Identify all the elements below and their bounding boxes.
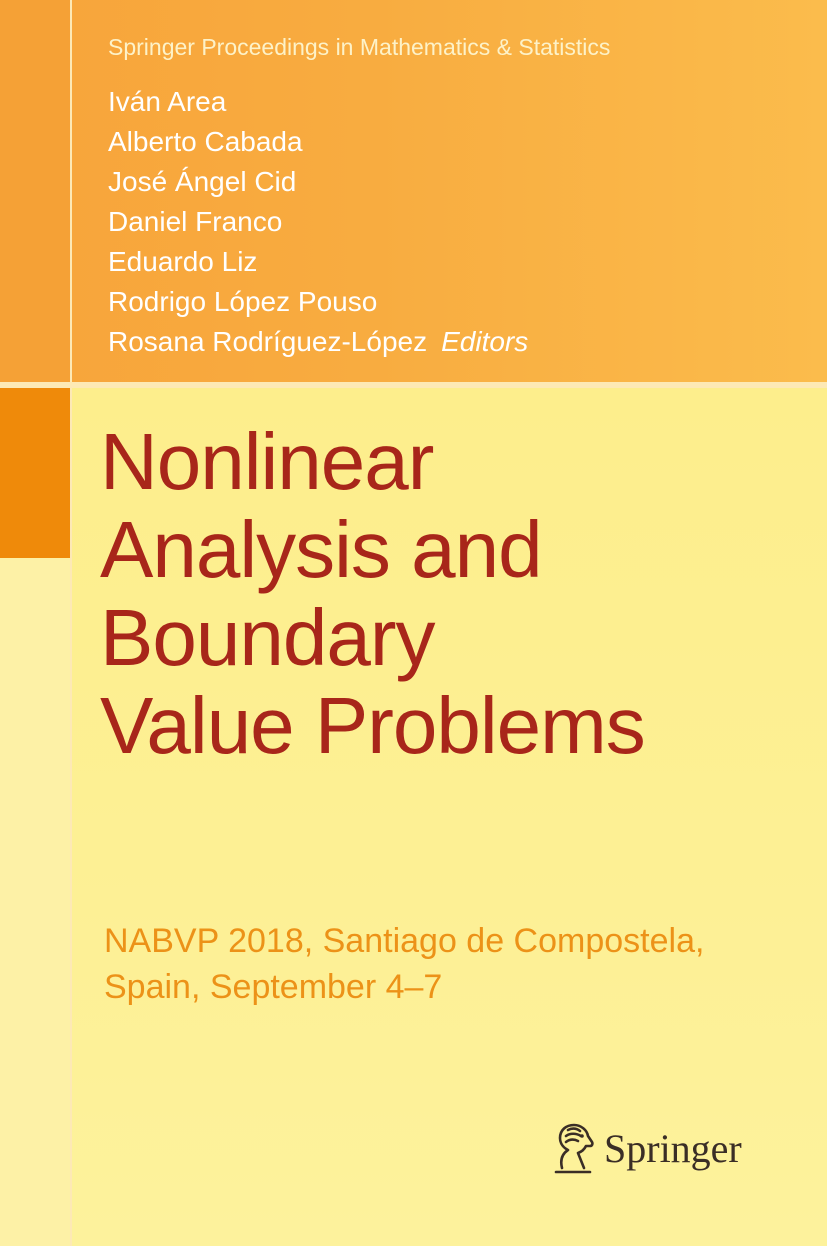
book-title [100,418,800,770]
book-title-line: Analysis and [100,505,542,594]
top-vertical-divider [70,0,72,382]
left-vertical-divider [70,388,72,1246]
left-pale-strip [0,558,70,1246]
editor-name: Rodrigo López Pouso [108,286,378,317]
book-subtitle-line: NABVP 2018, Santiago de Compostela, [104,922,705,960]
top-left-strip [0,0,70,382]
book-subtitle-line: Spain, September 4–7 [104,968,443,1006]
book-subtitle [104,918,804,1010]
book-title-line: Value Problems [100,681,645,770]
book-title-line: Nonlinear [100,417,434,506]
editor-name: Eduardo Liz [108,246,258,277]
editor-name: Rosana Rodríguez-López Editors [108,326,529,357]
editor-list [108,82,528,362]
editor-name: Daniel Franco [108,206,283,237]
springer-horse-icon [548,1120,598,1176]
book-title-line: Boundary [100,593,435,682]
series-title: Springer Proceedings in Mathematics & Statistics [108,34,611,60]
editors-role-label: Editors [441,326,529,357]
publisher-name: Springer [604,1125,742,1171]
publisher-logo [548,1118,742,1178]
left-accent-block [0,388,70,558]
editor-name: Alberto Cabada [108,126,303,157]
editor-name: Iván Area [108,86,227,117]
editor-name: José Ángel Cid [108,166,297,197]
